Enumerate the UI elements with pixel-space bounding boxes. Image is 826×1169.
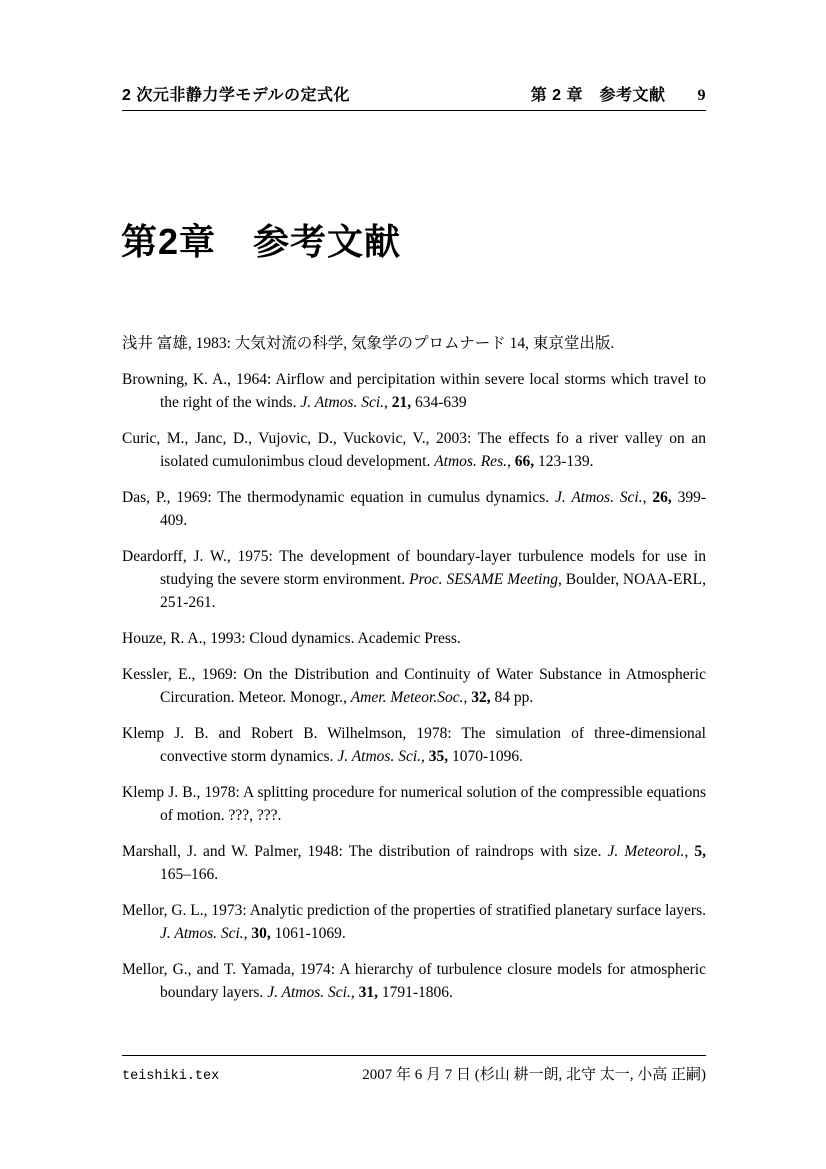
reference-text-segment: 165–166. bbox=[160, 866, 219, 883]
reference-text-segment: Proc. SESAME Meeting bbox=[409, 571, 558, 588]
reference-text-segment: Kessler, E., 1969: On the Distribution and Continuity of Water Substance in Atmospheric Circuration. Meteor. Monogr., bbox=[122, 666, 706, 706]
reference-text-segment: Curic, M., Janc, D., Vujovic, D., Vuckovic, V., 2003: The effects fo a river valley on an isolated cumulonimbus cloud development. bbox=[122, 430, 706, 470]
reference-text-segment: J. Atmos. Sci. bbox=[267, 984, 351, 1001]
reference-item bbox=[122, 781, 706, 827]
reference-text-segment: , Boulder, NOAA-ERL, 251-261. bbox=[160, 571, 706, 611]
reference-text-segment: , bbox=[384, 394, 392, 411]
reference-item bbox=[122, 368, 706, 414]
reference-text-segment: Das, P., 1969: The thermodynamic equation in cumulus dynamics. bbox=[122, 489, 555, 506]
page-footer bbox=[122, 1055, 706, 1084]
reference-text-segment: Marshall, J. and W. Palmer, 1948: The distribution of raindrops with size. bbox=[122, 843, 608, 860]
reference-text-segment: Mellor, G., and T. Yamada, 1974: A hierarchy of turbulence closure models for atmospheric boundary layers. bbox=[122, 961, 706, 1001]
reference-text-segment: 84 pp. bbox=[490, 689, 534, 706]
reference-item bbox=[122, 663, 706, 709]
reference-item bbox=[122, 840, 706, 886]
chapter-title: 第2章 参考文献 bbox=[121, 221, 402, 262]
reference-text-segment: 123-139. bbox=[534, 453, 594, 470]
reference-text-segment: 5, bbox=[694, 843, 706, 860]
reference-text-segment: 26, bbox=[652, 489, 672, 506]
reference-text-segment: 35, bbox=[428, 748, 449, 765]
reference-text-segment: Browning, K. A., 1964: Airflow and percipitation within severe local storms which travel to the right of the winds. bbox=[122, 371, 706, 411]
reference-text-segment: Deardorff, J. W., 1975: The development of boundary-layer turbulence models for use in studying the severe storm environment. bbox=[122, 548, 706, 588]
reference-item bbox=[122, 545, 706, 614]
reference-list bbox=[122, 332, 706, 1017]
reference-item bbox=[122, 332, 706, 355]
header-right-title: 第 2 章 参考文献 bbox=[530, 87, 666, 104]
reference-item bbox=[122, 627, 706, 650]
reference-text-segment: Atmos. Res. bbox=[434, 453, 507, 470]
reference-text-segment: 634-639 bbox=[411, 394, 467, 411]
reference-text-segment: 399-409. bbox=[160, 489, 706, 529]
reference-item bbox=[122, 722, 706, 768]
header-right-group bbox=[531, 82, 706, 105]
reference-text-segment: 66, bbox=[514, 453, 535, 470]
reference-text-segment: , bbox=[421, 748, 429, 765]
reference-text-segment: 浅井 富雄, 1983: 大気対流の科学, 気象学のプロムナード 14, 東京堂出版. bbox=[122, 335, 615, 352]
reference-item bbox=[122, 486, 706, 532]
reference-text-segment: Klemp J. B., 1978: A splitting procedure for numerical solution of the compressible equations of motion. ???, ???. bbox=[122, 784, 706, 824]
reference-item bbox=[122, 899, 706, 945]
reference-text-segment: , bbox=[350, 984, 359, 1001]
running-header bbox=[122, 82, 706, 111]
reference-item bbox=[122, 958, 706, 1004]
reference-item bbox=[122, 427, 706, 473]
reference-text-segment: , bbox=[684, 843, 695, 860]
header-left-title: 2 次元非静力学モデルの定式化 bbox=[122, 87, 351, 104]
reference-text-segment: J. Atmos. Sci. bbox=[337, 748, 422, 765]
reference-text-segment: 1070-1096. bbox=[448, 748, 524, 765]
reference-text-segment: , bbox=[243, 925, 252, 942]
page-number: 9 bbox=[697, 87, 706, 104]
reference-text-segment: 1061-1069. bbox=[270, 925, 346, 942]
reference-text-segment: 30, bbox=[251, 925, 271, 942]
reference-text-segment: J. Atmos. Sci. bbox=[554, 489, 643, 506]
reference-text-segment: Houze, R. A., 1993: Cloud dynamics. Academic Press. bbox=[122, 630, 461, 647]
reference-text-segment: J. Atmos. Sci. bbox=[300, 394, 385, 411]
reference-text-segment: J. Atmos. Sci. bbox=[160, 925, 244, 942]
reference-text-segment: 21, bbox=[391, 394, 412, 411]
reference-text-segment: 1791-1806. bbox=[377, 984, 453, 1001]
reference-text-segment: , bbox=[506, 453, 515, 470]
footer-date-authors: 2007 年 6 月 7 日 (杉山 耕一朗, 北守 太一, 小高 正嗣) bbox=[362, 1067, 706, 1083]
reference-text-segment: , bbox=[463, 689, 472, 706]
reference-text-segment: Klemp J. B. and Robert B. Wilhelmson, 1978: The simulation of three-dimensional convective storm dynamics. bbox=[122, 725, 706, 765]
reference-text-segment: Mellor, G. L., 1973: Analytic prediction of the properties of stratified planetary surface layers. bbox=[122, 902, 706, 919]
reference-text-segment: 31, bbox=[358, 984, 378, 1001]
reference-text-segment: Amer. Meteor.Soc. bbox=[350, 689, 464, 706]
reference-text-segment: J. Meteorol. bbox=[607, 843, 685, 860]
reference-text-segment: , bbox=[642, 489, 653, 506]
reference-text-segment: 32, bbox=[471, 689, 491, 706]
footer-file-name: teishiki.tex bbox=[122, 1069, 220, 1084]
